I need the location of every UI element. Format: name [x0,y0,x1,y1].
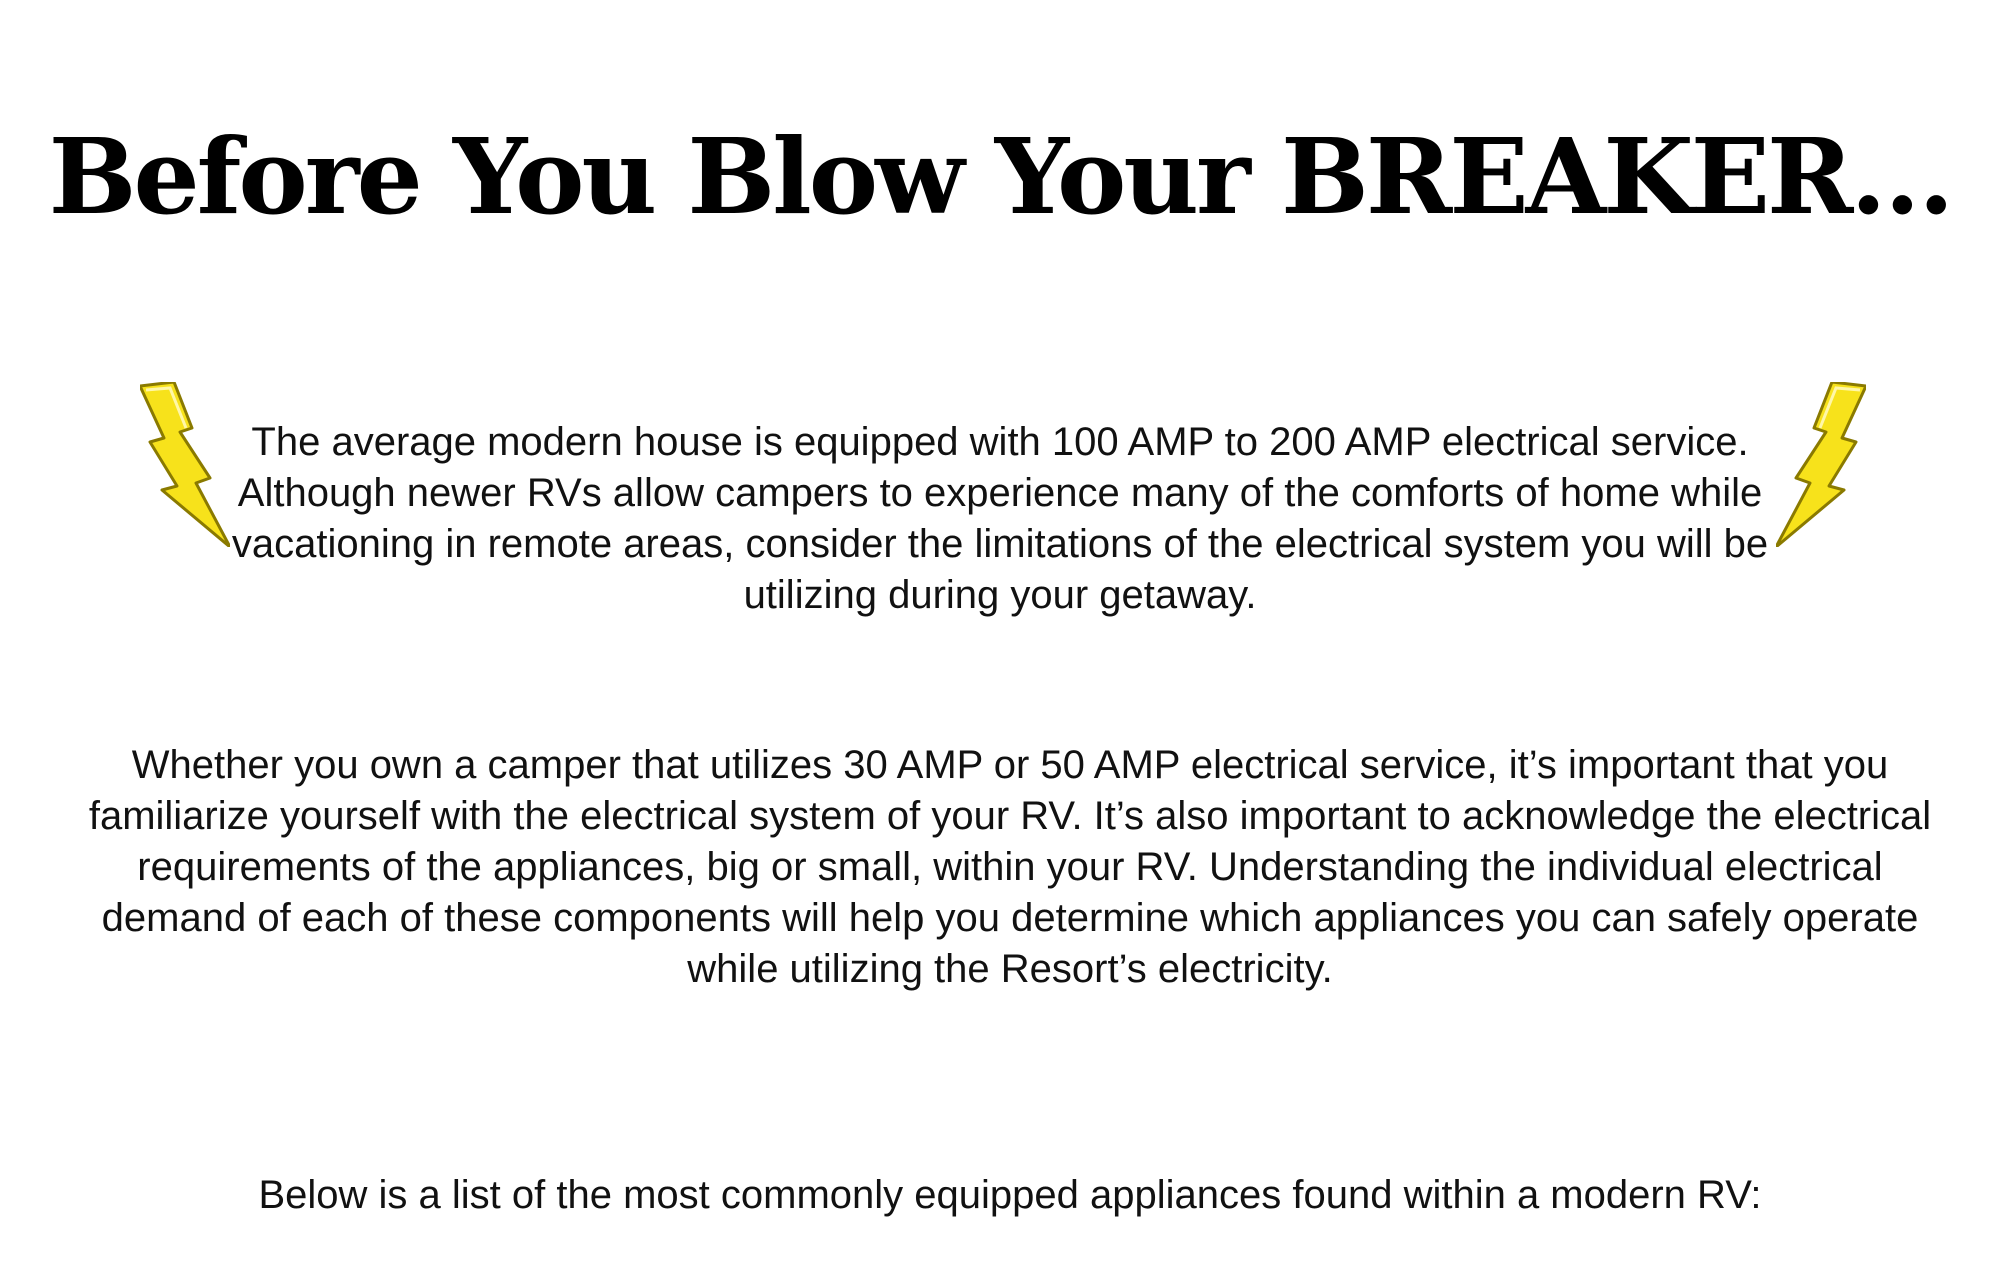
lightning-bolt-icon [1776,382,1866,547]
intro-paragraph: The average modern house is equipped with 100 AMP to 200 AMP electrical service. Although newer RVs allow campers to experience many of the comforts of home while vacationing in remote areas, consider the limitations of the electrical system you will be utilizing during your getaway. [231,420,1769,617]
body-paragraph: Whether you own a camper that utilizes 30 AMP or 50 AMP electrical service, it’s important that you familiarize yourself with the electrical system of your RV. It’s also important to acknowledge the electrical requirements of the appliances, big or small, within your RV. Understanding the individual electrical demand of each of these components will help you determine which appliances you can safely operate while utilizing the Resort’s electricity. [88,743,1932,991]
list-intro-paragraph: Below is a list of the most commonly equipped appliances found within a modern RV: [258,1173,1762,1217]
lightning-bolt-icon [140,382,230,547]
page-title: Before You Blow Your BREAKER… [48,115,1952,238]
